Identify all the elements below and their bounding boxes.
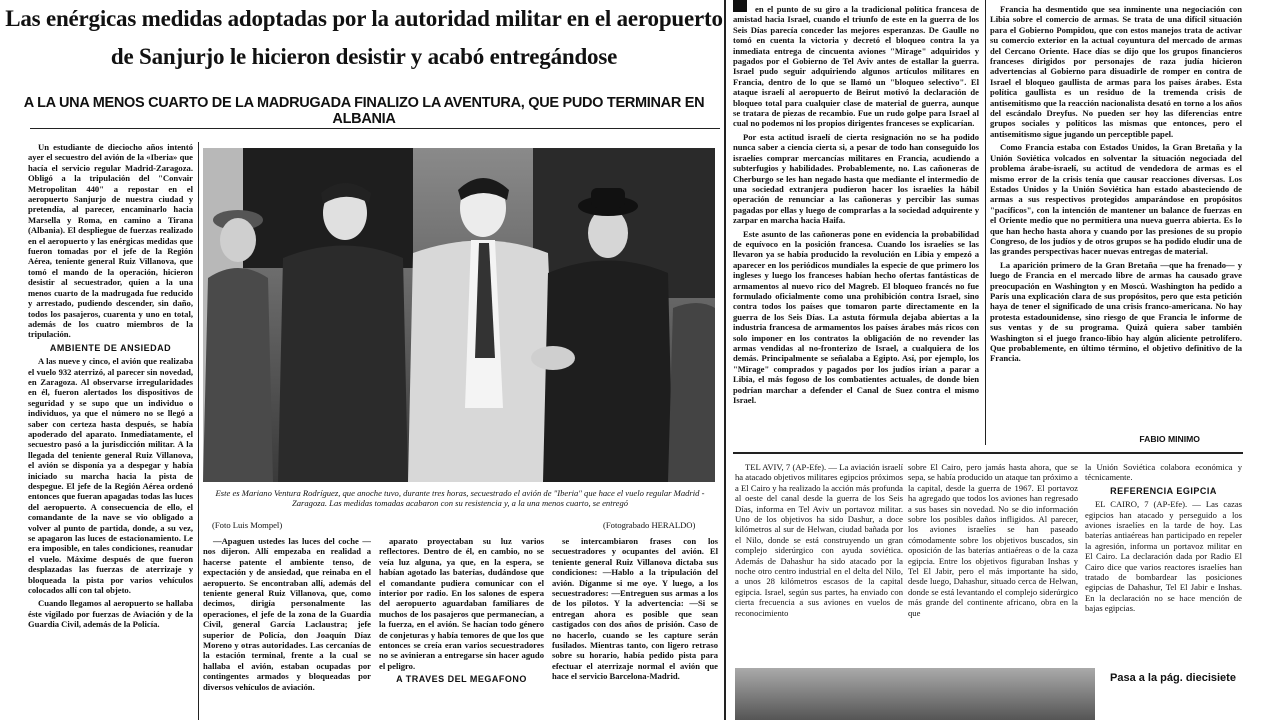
photo-credit-right: (Fotograbado HERALDO) [603,520,696,530]
right-article-column-2 [990,4,1242,424]
headline-line-1: Las enérgicas medidas adoptadas por la autoridad militar en el aeropuerto [5,6,723,31]
column-rule [198,142,199,720]
telaviv-column-1 [735,462,903,668]
right-article-p3: Este asunto de las cañoneras pone en evidencia la probabilidad de equívoco en la posición francesa. Cuando los israelíes se las llevaron ya se había producido la revolución en Libia y empezó a aparecer en los periódicos mundiales la especie de que primero los ingleses y luego los franceses habían hecho ofertas fantásticas de armamentos al nuevo rico del Magreb. El bloqueo francés no fue formulado oficialmente como una prohibición contra Israel, sino contra todos los países que tomaron parte directamente en la guerra de los Seis Días. La astuta fórmula dejaba abiertas a la industria francesa de armamentos los países árabes más ricos con solo imponer en los contratos la obligación de no revender las armas vendidas al no-fronterizo de Israel, a cualquiera de los demás. Principalmente se señalaba a Egipto. Así, por ejemplo, los "Mirage" comprados y pagados por los judíos irían a parar a Libia, el más fogoso de los combatientes actuales, de donde bien podrían marchar a defender el Canal de Suez contra el mismo Israel. [733,228,979,406]
telaviv-column-3-lead: la Unión Soviética colabora económica y técnicamente. [1085,462,1242,483]
headline-rule [30,128,720,129]
story-column-3 [379,536,544,720]
subheadline: A LA UNA MENOS CUARTO DE LA MADRUGADA FINALIZO LA AVENTURA, QUE PUDO TERMINAR EN ALBANIA [23,95,705,127]
right-article-p1: en el punto de su giro a la tradicional política francesa de amistad hacia Israel, cuando el triunfo de este en la guerra de los Seis Días parecía conceder las mejores esperanzas. De Gaulle no tomó en cuenta la victoria y decretó el bloqueo contra la ya inmediata entrega de cincuenta aviones "Mirage" adquiridos y pagados por el Gobierno de Tel Aviv antes de estallar la guerra. Israel pudo seguir adquiriendo algunos artículos militares en Francia, dentro de lo que se llamó un "bloqueo selectivo". El ataque israelí al aeropuerto de Beirut motivó la declaración de bloqueo total para cualquier clase de material de guerra, aunque se tratara de piezas de recambio. Fue un rudo golpe para Israel al cual no podemos ni los propios dirigentes franceses se explicarían. [733,4,979,129]
page-divider [724,0,726,720]
paragraph-3: Cuando llegamos al aeropuerto se hallaba éste vigilado por fuerzas de Aviación y de la Guardia Civil, además de la Policía. [28,598,193,630]
story-column-4 [552,536,718,720]
right-article-p5: Como Francia estaba con Estados Unidos, la Gran Bretaña y la Unión Soviética volcados en solventar la situación negociada del problema árabe-israelí, su actitud de vendedora de armas es el mismo error de la crisis tenía que causar reacciones diversas. Los Estados Unidos y la Unión Soviética han estado abasteciendo de armas a sus respectivos protegidos amparándose en propósitos "pacíficos", con la intención de mantener un balance de fuerzas en el Oriente medio que no permitiera una nueva guerra abierta. Es lo que han hecho hasta ahora y cuando por las presiones de su propio Congreso, de los judíos y de otros grupos se ha podido eludir una de las grandes perspectivas hacer nuevas entregas de material. [990,142,1242,257]
right-article-p4: Francia ha desmentido que sea inminente una negociación con Libia sobre el comercio de armas. Se trata de una difícil situación para el Gobierno Pompidou, que con estos manejos trata de activar su comercio exterior en la actual coyuntura del mercado de armas del Cercano Oriente. Hace días se dijo que los grupos financieros franceses dirigidos por personajes de raza judía hicieron advertencias al Gobierno para disuadirle de romper en contra de Israel el bloqueo gaullista de armas para los países árabes. Esta política gaullista es un residuo de la tremenda crisis de antisemitismo que la reacción nacionalista desató en torno a los años del escándalo Dreyfus. No pueden ser hoy las diferencias entre grupos sociales y políticos las mismas que entonces, pero el antisemitismo sigue jugando un perceptible papel. [990,4,1242,139]
photo-illustration [203,148,715,482]
section-megafono: A TRAVES DEL MEGAFONO [396,674,527,685]
headline-line-2: de Sanjurjo le hicieron desistir y acabó entregándose [110,44,618,69]
telaviv-column-3-body: EL CAIRO, 7 (AP-Efe). — Las cazas egipcios han atacado y perseguido a los aviones israelíes en la tarde de hoy. Las baterías antiaéreas han participado en repeler la agresión, informa un portavoz militar en El Cairo. La declaración dada por Radio El Cairo dice que varios reactores israelíes han tratado de bombardear las posiciones egipcias de Dahashur, Tel El Jabir e Inshas. En la declaración no se hace mención de bajas egipcias. [1085,499,1242,614]
right-article-p2: Por esta actitud israelí de cierta resignación no se ha podido nunca saber a ciencia cierta si, a pesar de todo han conseguido los israelíes comprar mercancías militares en Francia, acudiendo a subterfugios y habilidades. Probablemente, no. Las cañoneras de Cherburgo se les han negado hasta que mediante el intermedio de una sociedad extranjera pudieron hacer los israelíes la hábil operación de renunciar a las cañoneras y percibir las sumas pagadas por ellas y luego de comprarlas a la sociedad adquirente y zarpar en marcha hacia Haifa. [733,131,979,226]
section-referencia-egipcia: REFERENCIA EGIPCIA [1110,485,1217,496]
story-column-2-text: —Apaguen ustedes las luces del coche —nos dijeron. Allí empezaba en realidad a hacerse patente el ambiente tenso, de expectación y de ansiedad, que reinaba en el aeropuerto. Se encontraban allí, además del teniente general Ruiz Villanova, que, como decimos, dirigía personalmente las operaciones, el jefe de la zona de la Guardia Civil, general García Laclaustra; jefe superior de Policía, don Joaquín Díaz Moreno y otras autoridades. Las cercanías de la estación terminal, frente a la cual se hallaba el avión, estaban ocupadas por contingentes armados y bloqueadas por diversos vehículos de aviación. [203,536,371,692]
telaviv-column-3 [1085,462,1242,668]
continued-on-page: Pasa a la pág. diecisiete [1110,672,1236,684]
story-column-4-text: se intercambiaron frases con los secuestradores y ocupantes del avión. El teniente general Ruiz Villanova dictaba sus condiciones: —Hablo a la tripulación del avión. Díganme si me oye. Y luego, a los secuestradores: —Entreguen sus armas a los de los pilotos. Y la advertencia: —Si se entregan ahora es posible que sean castigados con dos años de prisión. Caso de no hacerlo, cuando se les capture serán fusilados. Mientras tanto, con ligero retraso sobre su horario, había pedido pista para efectuar el aterrizaje normal el avión que hace el servicio Barcelona-Madrid. [552,536,718,682]
photo-caption: Este es Mariano Ventura Rodríguez, que anoche tuvo, durante tres horas, secuestrado el avión de "Iberia" que hace el vuelo regular Madrid - Zaragoza. Las medidas tomadas acabaron con su resistencia y, a la una menos cuarto, se entregó [215,488,705,509]
right-column-rule [985,0,986,445]
right-section-rule [733,452,1243,454]
author-signature: FABIO MINIMO [1139,434,1200,444]
right-article-column-1 [733,4,979,444]
story-column-3-text: aparato proyectaban su luz varios reflectores. Dentro de él, en cambio, no se veía luz alguna, ya que, en la espera, se habían agotado las baterías, dudándose que el comandante pudiera comunicar con el interior por radio. En los salones de espera del aeropuerto aguardaban familiares de muchos de los pasajeros que permanecían, a la fuerza, en el avión. Se hacían todo género de conjeturas y había temores de que los que entonces se creía eran varios secuestradores no se avinieran a entregarse sin hacer agudo el peligro. [379,536,544,671]
telaviv-column-2 [908,462,1078,668]
left-column [28,142,193,720]
bottom-photo-strip [735,668,1095,720]
story-column-2 [203,536,371,720]
section-ambiente: AMBIENTE DE ANSIEDAD [49,342,172,353]
telaviv-column-1-text: TEL AVIV, 7 (AP-Efe). — La aviación israelí ha atacado objetivos militares egipcios próximos a El Cairo y ha realizado la acción más profunda al oeste del canal desde la guerra de los Seis Días, informa en Tel Aviv un portavoz militar. Uno de los objetivos ha sido Dashur, a doce kilómetros al sur de Helwan, ciudad bañada por el Nilo, donde se está construyendo un gran complejo siderúrgico con ayuda soviética. Además de Dahashur ha sido atacado por la noche otro centro industrial en el delta del Nilo, a unos 28 kilómetros escasos de la capital egipcia. Israel, según sus partes, ha enviado con cierta frecuencia a sus aviones en vuelos de reconocimiento [735,462,903,618]
paragraph-2: A las nueve y cinco, el avión que realizaba el vuelo 932 aterrizó, al parecer sin novedad, en Zaragoza. Al observarse irregularidades en él, fueron alertados los dispositivos de seguridad y se supo que un individuo o individuos, ya que el número no se llegó a saber con certeza hasta después, se había apoderado del aparato. Inmediatamente, el secuestro pasó a la jurisdicción militar. A la llegada del teniente general Ruiz Villanova, el avión se disponía ya a despegar y había iniciado su marcha hacia la pista de despegue. El jefe de la Región Aérea ordenó entonces que fueran apagadas todas las luces del aeropuerto. A consecuencia de ello, el comandante de la nave se vio obligado a volver al punto de partida, donde, a su vez, se apagaron las luces de estacionamiento. Le era imposible, en tales condiciones, reanudar el vuelo. Máxime después de que fueron desplazadas las fuerzas de aterrizaje y bloqueada la pista por varios vehículos colocados allí con tal objeto. [28,356,193,596]
photo-credit-left: (Foto Luis Mompel) [212,520,283,530]
telaviv-column-2-text: sobre El Cairo, pero jamás hasta ahora, que se sepa, se había producido un ataque tan próximo a la capital, desde la guerra de 1967. El portavoz ha agregado que todos los aviones han regresado a sus bases sin novedad. No se dio información sobre los posibles daños infligidos. Al parecer, los aviones israelíes se han paseado cómodamente sobre los objetivos buscados, sin oposición de las baterías antiaéreas o de la caza egipcia. Entre los objetivos figuraban Inshas y Tel El Jabir, pero el más importante ha sido, desde luego, Dahashur, situado cerca de Helwan, donde se está levantando el complejo siderúrgico más grande del continente africano, obra en la que [908,462,1078,618]
lead-paragraph: Un estudiante de dieciocho años intentó ayer el secuestro del avión de la «Iberia» que hacía el servicio regular Madrid-Zaragoza. Obligó a la tripulación del "Convair Metropolitan 440" a repostar en el aeropuerto Sanjurjo de nuestra ciudad y pretendía, al parecer, encaminarlo hacia Marsella y Roma, en camino a Tirana (Albania). El despliegue de fuerzas realizado en el aeropuerto y las enérgicas medidas que fueron tomadas por el jefe de la Región Aérea, teniente general Ruiz Villanova, que tomó el mando de la operación, hicieron desistir al secuestrador, quien a la una menos cuarto de la madrugada fue reducido y arrestado, pudiendo descender, sin daño, todos los pasajeros, cuarenta y uno en total, además de los cuatro miembros de la tripulación. [28,142,193,340]
news-photo [203,148,715,482]
right-article-p6: La aparición primero de la Gran Bretaña —que ha frenado— y luego de Francia en el mercado libre de armas ha causado grave preocupación en Washington y en Moscú. Washington ha pedido a París una explicación clara de sus propósitos, pero que esta petición haya de tener el significado de una crisis franco-americana. No hay protesta estadounidense, sino riesgo de que Francia le informe de sus ventas y de su programa. Quizá quiera saber también Washington si el juego franco-libio hay algún aliciente petrolífero. Que probablemente, en último término, el objetivo definitivo de la Francia. [990,259,1242,364]
